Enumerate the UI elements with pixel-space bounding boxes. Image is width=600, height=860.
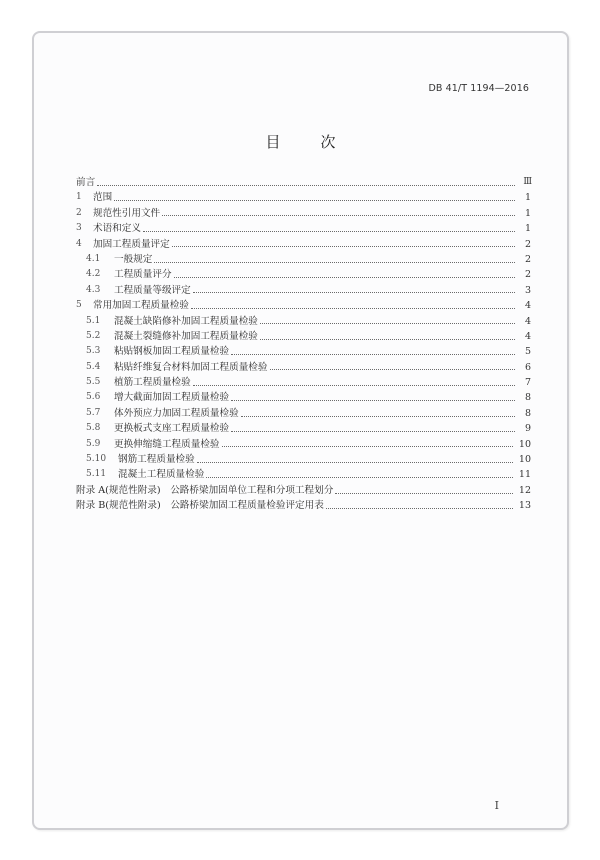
toc-entry-5-1[interactable] bbox=[76, 314, 531, 329]
toc-number: 1 bbox=[76, 192, 82, 203]
toc-number: 4.1 bbox=[86, 253, 101, 264]
toc-page: 12 bbox=[518, 484, 531, 496]
table-of-contents bbox=[76, 175, 531, 514]
toc-entry-5-11[interactable] bbox=[76, 467, 531, 482]
toc-page: 4 bbox=[524, 300, 531, 312]
dot-leader bbox=[172, 245, 515, 247]
toc-page: 8 bbox=[524, 407, 531, 419]
toc-entry-2[interactable] bbox=[76, 206, 531, 221]
toc-page: 2 bbox=[524, 253, 531, 265]
toc-number: 4 bbox=[76, 238, 82, 249]
toc-number: 4.3 bbox=[86, 284, 101, 295]
dot-leader bbox=[174, 276, 515, 278]
toc-number: 5.11 bbox=[86, 469, 107, 480]
toc-number: 5.2 bbox=[86, 330, 101, 341]
toc-number: 5.1 bbox=[86, 315, 101, 326]
toc-number: 5.3 bbox=[86, 346, 101, 357]
toc-number: 5.6 bbox=[86, 392, 101, 403]
title-char-2: 次 bbox=[320, 133, 336, 151]
toc-entry-4-1[interactable] bbox=[76, 252, 531, 267]
document-page bbox=[32, 31, 569, 830]
toc-label: 工程质量等级评定 bbox=[114, 284, 191, 296]
dot-leader bbox=[231, 430, 515, 432]
toc-label: 工程质量评分 bbox=[114, 269, 172, 281]
toc-entry-4-2[interactable] bbox=[76, 267, 531, 282]
toc-number: 5.5 bbox=[86, 377, 101, 388]
toc-label: 更换伸缩缝工程质量检验 bbox=[114, 438, 220, 450]
toc-number: 5.7 bbox=[86, 407, 101, 418]
toc-entry-5-2[interactable] bbox=[76, 329, 531, 344]
toc-label: 术语和定义 bbox=[93, 223, 141, 235]
toc-number: 2 bbox=[76, 207, 82, 218]
toc-label: 植筋工程质量检验 bbox=[114, 377, 191, 389]
dot-leader bbox=[97, 184, 515, 186]
toc-label: 混凝土缺陷修补加固工程质量检验 bbox=[114, 315, 258, 327]
toc-page: 8 bbox=[524, 392, 531, 404]
toc-page: 10 bbox=[518, 438, 531, 450]
dot-leader bbox=[260, 322, 515, 324]
dot-leader bbox=[193, 384, 515, 386]
toc-page: 11 bbox=[518, 469, 531, 481]
toc-number: 5.10 bbox=[86, 454, 107, 465]
toc-entry-5-5[interactable] bbox=[76, 375, 531, 390]
dot-leader bbox=[206, 476, 513, 478]
page-number: I bbox=[494, 799, 499, 812]
toc-label: 体外预应力加固工程质量检验 bbox=[114, 407, 239, 419]
toc-number: 5.9 bbox=[86, 438, 101, 449]
toc-entry-appendix-a[interactable] bbox=[76, 483, 531, 498]
dot-leader bbox=[241, 415, 515, 417]
toc-entry-5-3[interactable] bbox=[76, 344, 531, 359]
toc-page: 2 bbox=[524, 238, 531, 250]
dot-leader bbox=[231, 353, 515, 355]
toc-entry-5-9[interactable] bbox=[76, 437, 531, 452]
toc-number: 5 bbox=[76, 300, 82, 311]
toc-page: 1 bbox=[524, 192, 531, 204]
page-title bbox=[34, 131, 567, 152]
toc-entry-5[interactable] bbox=[76, 298, 531, 313]
toc-entry-5-7[interactable] bbox=[76, 406, 531, 421]
dot-leader bbox=[191, 307, 515, 309]
toc-label: 混凝土裂缝修补加固工程质量检验 bbox=[114, 330, 258, 342]
dot-leader bbox=[114, 199, 515, 201]
dot-leader bbox=[197, 461, 513, 463]
standard-code: DB 41/T 1194—2016 bbox=[428, 83, 529, 94]
dot-leader bbox=[260, 338, 515, 340]
toc-label: 更换板式支座工程质量检验 bbox=[114, 423, 230, 435]
toc-page: 10 bbox=[518, 454, 531, 466]
toc-entry-4-3[interactable] bbox=[76, 283, 531, 298]
toc-entry-foreword[interactable] bbox=[76, 175, 531, 190]
title-char-1: 目 bbox=[265, 133, 281, 151]
dot-leader bbox=[162, 214, 515, 216]
toc-label: 范围 bbox=[93, 192, 113, 204]
toc-entry-4[interactable] bbox=[76, 237, 531, 252]
dot-leader bbox=[326, 507, 513, 509]
dot-leader bbox=[270, 368, 516, 370]
toc-entry-5-10[interactable] bbox=[76, 452, 531, 467]
toc-label: 附录 A(规范性附录) 公路桥梁加固单位工程和分项工程划分 bbox=[76, 484, 334, 496]
dot-leader bbox=[143, 230, 515, 232]
toc-entry-5-8[interactable] bbox=[76, 421, 531, 436]
toc-label: 混凝土工程质量检验 bbox=[118, 469, 205, 481]
toc-page: 3 bbox=[524, 284, 531, 296]
toc-entry-1[interactable] bbox=[76, 190, 531, 205]
dot-leader bbox=[231, 399, 515, 401]
toc-page: 13 bbox=[518, 500, 531, 512]
dot-leader bbox=[335, 492, 513, 494]
dot-leader bbox=[154, 261, 515, 263]
toc-page: 4 bbox=[524, 330, 531, 342]
toc-page: 7 bbox=[524, 377, 531, 389]
toc-label: 粘贴钢板加固工程质量检验 bbox=[114, 346, 230, 358]
toc-number: 3 bbox=[76, 223, 82, 234]
toc-label: 常用加固工程质量检验 bbox=[93, 300, 189, 312]
toc-entry-5-6[interactable] bbox=[76, 390, 531, 405]
toc-page: 1 bbox=[524, 223, 531, 235]
toc-number: 5.4 bbox=[86, 361, 101, 372]
toc-page: 2 bbox=[524, 269, 531, 281]
toc-label: 钢筋工程质量检验 bbox=[118, 454, 195, 466]
dot-leader bbox=[193, 291, 515, 293]
toc-entry-5-4[interactable] bbox=[76, 360, 531, 375]
toc-page: 4 bbox=[524, 315, 531, 327]
toc-label: 一般规定 bbox=[114, 253, 153, 265]
toc-number: 5.8 bbox=[86, 423, 101, 434]
toc-page: 5 bbox=[524, 346, 531, 358]
toc-label: 规范性引用文件 bbox=[93, 207, 161, 219]
toc-number: 4.2 bbox=[86, 269, 101, 280]
toc-label: 前言 bbox=[76, 177, 96, 188]
toc-entry-3[interactable] bbox=[76, 221, 531, 236]
dot-leader bbox=[222, 445, 513, 447]
toc-page: Ⅲ bbox=[523, 177, 531, 187]
toc-page: 1 bbox=[524, 207, 531, 219]
toc-page: 6 bbox=[524, 361, 531, 373]
toc-entry-appendix-b[interactable] bbox=[76, 498, 531, 513]
toc-label: 粘贴纤维复合材料加固工程质量检验 bbox=[114, 361, 268, 373]
toc-page: 9 bbox=[524, 423, 531, 435]
toc-label: 附录 B(规范性附录) 公路桥梁加固工程质量检验评定用表 bbox=[76, 500, 324, 512]
toc-label: 加固工程质量评定 bbox=[93, 238, 170, 250]
toc-label: 增大截面加固工程质量检验 bbox=[114, 392, 230, 404]
